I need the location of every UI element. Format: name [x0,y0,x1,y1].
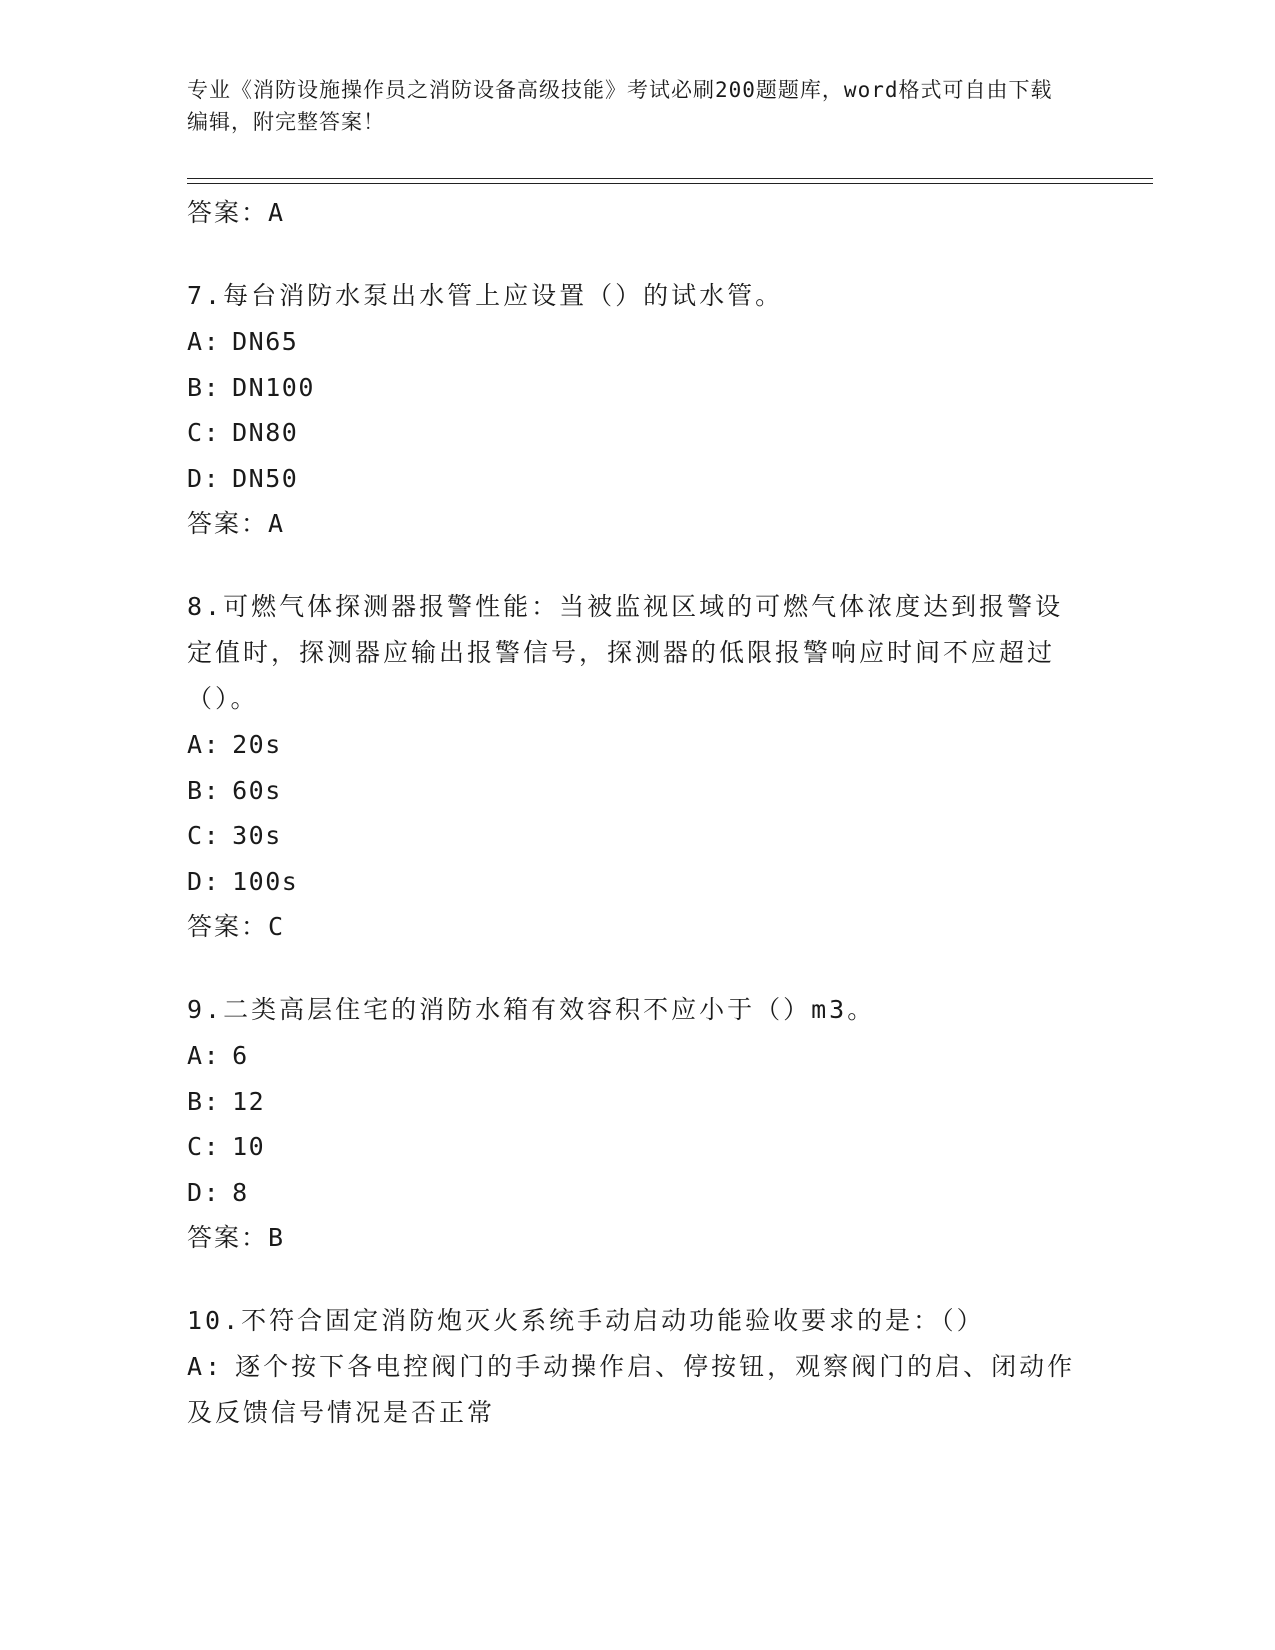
answer-option [187,813,1087,859]
answer-option [187,1170,1087,1216]
option-key: B [187,1086,204,1116]
question-block [187,584,1087,949]
option-separator: : [203,821,221,850]
option-text: 30s [232,821,282,850]
option-separator: : [203,327,221,356]
question-stem: 7.每台消防水泵出水管上应设置（）的试水管。 [187,281,784,310]
answer-option [187,859,1087,905]
option-text: DN65 [232,327,299,356]
option-text: 6 [232,1041,249,1070]
option-separator: : [203,1041,221,1070]
answer-option [187,1079,1087,1125]
answer-option [187,410,1087,456]
option-key: B [187,372,204,402]
option-key: A [187,327,204,356]
question-block [187,987,1087,1260]
option-separator: : [205,1352,224,1381]
answer-line: 答案：A [187,198,286,227]
answer-line: 答案：A [187,509,286,538]
option-key: A [187,1352,206,1381]
option-text: 60s [232,775,282,805]
option-text: DN100 [232,372,315,402]
answer-option [187,1033,1087,1079]
option-key: C [187,418,204,447]
option-text: 8 [232,1177,249,1207]
option-separator: : [203,730,221,759]
option-key: D [187,1177,204,1207]
header-divider-top [187,178,1153,179]
answer-option [187,1344,1087,1435]
option-separator: : [203,1086,221,1116]
option-separator: : [203,372,221,402]
option-key: A [187,730,204,759]
option-separator: : [203,1177,221,1207]
questions-container [187,273,1087,1435]
question-block [187,273,1087,546]
option-key: C [187,1132,204,1161]
question-stem: 10.不符合固定消防炮灭火系统手动启动功能验收要求的是：（） [187,1306,985,1335]
answer-option [187,319,1087,365]
option-text: DN80 [232,418,299,447]
option-separator: : [203,866,221,896]
answer-option [187,722,1087,768]
option-key: A [187,1041,204,1070]
question-block [187,1298,1087,1435]
option-separator: : [203,775,221,805]
option-key: B [187,775,204,805]
option-text: 逐个按下各电控阀门的手动操作启、停按钮，观察阀门的启、闭动作及反馈信号情况是否正常 [187,1352,1076,1427]
answer-option [187,365,1087,411]
option-text: 100s [232,866,299,896]
question-stem: 8.可燃气体探测器报警性能：当被监视区域的可燃气体浓度达到报警设定值时，探测器应输出报警信号，探测器的低限报警响应时间不应超过（）。 [187,592,1064,713]
question-list [187,190,1087,1435]
option-key: D [187,463,204,493]
answer-option [187,456,1087,502]
option-separator: : [203,1132,221,1161]
answer-option [187,1124,1087,1170]
answer-option [187,768,1087,814]
page-header-title: 专业《消防设施操作员之消防设备高级技能》考试必刷200题题库，word格式可自由下载编辑，附完整答案！ [187,78,1053,134]
option-text: 12 [232,1086,266,1116]
option-text: DN50 [232,463,299,493]
option-key: D [187,866,204,896]
question-stem: 9.二类高层住宅的消防水箱有效容积不应小于（）m3。 [187,995,876,1024]
header-divider-bottom [187,183,1153,184]
answer-line: 答案：C [187,912,286,941]
option-separator: : [203,463,221,493]
option-key: C [187,821,204,850]
answer-line: 答案：B [187,1223,286,1252]
option-text: 20s [232,730,282,759]
option-text: 10 [232,1132,266,1161]
option-separator: : [203,418,221,447]
